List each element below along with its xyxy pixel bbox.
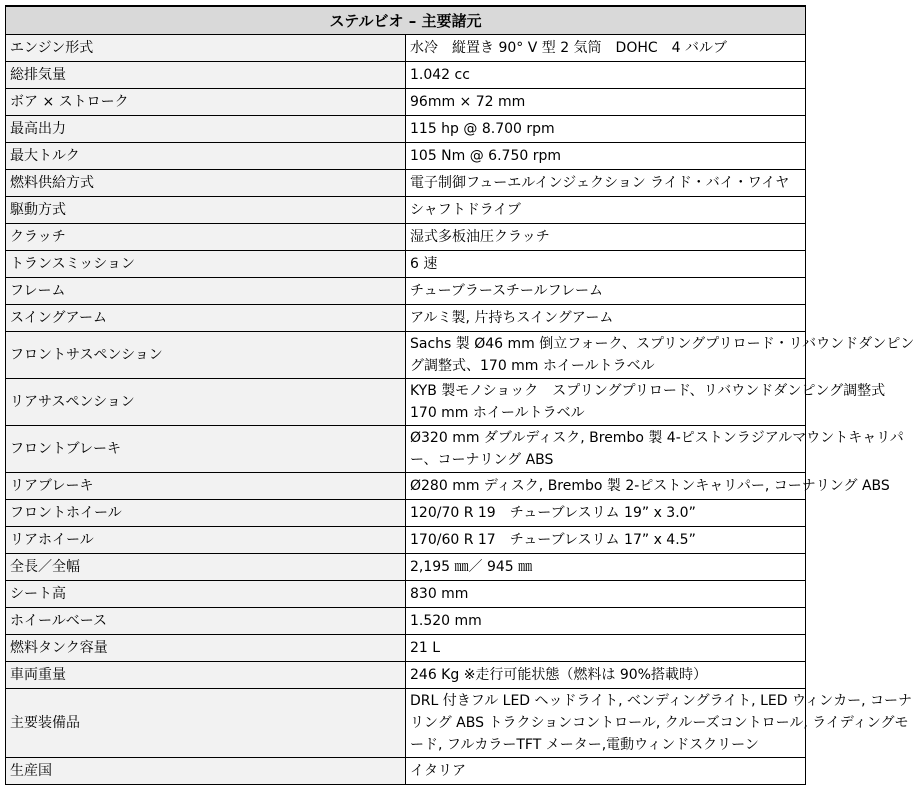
spec-table-body — [6, 6, 914, 785]
spec-row — [6, 305, 806, 332]
spec-value — [406, 527, 806, 554]
spec-value — [406, 332, 914, 379]
spec-label: エンジン形式 — [6, 35, 406, 62]
spec-value-line: チューブラースチールフレーム — [410, 283, 604, 299]
spec-row — [6, 527, 806, 554]
spec-value — [406, 224, 806, 251]
spec-value-line: Ø280 mm ディスク, Brembo 製 2-ピストンキャリパー, コーナリング ABS — [410, 478, 890, 494]
spec-row — [6, 758, 806, 785]
spec-label: リアサスペンション — [6, 379, 406, 426]
spec-row — [6, 116, 806, 143]
spec-row — [6, 473, 806, 500]
spec-label: 最高出力 — [6, 116, 406, 143]
spec-label: 総排気量 — [6, 62, 406, 89]
spec-row — [6, 224, 806, 251]
spec-value-line: 105 Nm @ 6.750 rpm — [410, 148, 561, 164]
spec-value — [406, 635, 806, 662]
spec-row — [6, 608, 806, 635]
spec-label: 最大トルク — [6, 143, 406, 170]
spec-value — [406, 662, 806, 689]
spec-value-line: KYB 製モノショック スプリングプリロード、リバウンドダンピング調整式 — [410, 383, 886, 399]
spec-label: 燃料タンク容量 — [6, 635, 406, 662]
spec-label: 生産国 — [6, 758, 406, 785]
spec-value — [406, 197, 806, 224]
spec-table — [5, 5, 914, 785]
spec-value — [406, 689, 913, 758]
spec-label: 燃料供給方式 — [6, 170, 406, 197]
spec-value-line: 170 mm ホイールトラベル — [410, 405, 585, 421]
spec-value — [406, 35, 806, 62]
spec-value — [406, 143, 806, 170]
spec-value-line: 1.520 mm — [410, 613, 482, 629]
spec-value — [406, 581, 806, 608]
spec-value — [406, 554, 806, 581]
spec-row — [6, 554, 806, 581]
spec-row — [6, 197, 806, 224]
spec-value — [406, 305, 806, 332]
spec-value — [406, 278, 806, 305]
spec-label: フロントサスペンション — [6, 332, 406, 379]
spec-value — [406, 116, 806, 143]
spec-value-line: Ø320 mm ダブルディスク, Brembo 製 4-ピストンラジアルマウントキャリパ — [410, 430, 904, 446]
spec-table-container — [5, 5, 914, 785]
spec-row — [6, 662, 806, 689]
spec-label: トランスミッション — [6, 251, 406, 278]
spec-label: フロントブレーキ — [6, 426, 406, 473]
spec-row — [6, 379, 806, 426]
spec-row — [6, 426, 806, 473]
spec-label: 駆動方式 — [6, 197, 406, 224]
spec-label: 車両重量 — [6, 662, 406, 689]
spec-label: スイングアーム — [6, 305, 406, 332]
spec-row — [6, 500, 806, 527]
spec-value-line: ード, フルカラーTFT メーター,電動ウィンドスクリーン — [410, 737, 759, 753]
spec-value — [406, 758, 806, 785]
spec-label: フロントホイール — [6, 500, 406, 527]
spec-value-line: 水冷 縦置き 90° V 型 2 気筒 DOHC 4 バルブ — [410, 40, 728, 56]
spec-value-line: 電子制御フューエルインジェクション ライド・バイ・ワイヤ — [410, 175, 790, 191]
spec-value-line: 湿式多板油圧クラッチ — [410, 229, 550, 245]
spec-row — [6, 143, 806, 170]
spec-value-line: アルミ製, 片持ちスイングアーム — [410, 310, 614, 326]
spec-value-line: 96mm × 72 mm — [410, 94, 526, 110]
spec-label: 主要装備品 — [6, 689, 406, 758]
spec-value-line: 246 Kg ※走行可能状態（燃料は 90%搭載時） — [410, 667, 707, 683]
spec-row — [6, 689, 806, 758]
spec-value-line: 120/70 R 19 チューブレスリム 19” x 3.0” — [410, 505, 696, 521]
spec-row — [6, 635, 806, 662]
spec-value-line: 115 hp @ 8.700 rpm — [410, 121, 555, 137]
spec-value-line: ー、コーナリング ABS — [410, 452, 554, 468]
spec-label: リアブレーキ — [6, 473, 406, 500]
table-title: ステルビオ – 主要諸元 — [6, 6, 806, 35]
spec-value-line: 1.042 cc — [410, 67, 470, 83]
spec-row — [6, 332, 806, 379]
spec-label: ボア × ストローク — [6, 89, 406, 116]
spec-label: 全長／全幅 — [6, 554, 406, 581]
spec-value-line: 6 速 — [410, 256, 438, 272]
spec-value-line: 21 L — [410, 640, 441, 656]
spec-row — [6, 581, 806, 608]
spec-label: フレーム — [6, 278, 406, 305]
spec-row — [6, 89, 806, 116]
spec-value — [406, 426, 904, 473]
spec-value — [406, 473, 890, 500]
spec-value — [406, 89, 806, 116]
spec-value — [406, 251, 806, 278]
spec-value — [406, 379, 886, 426]
spec-row — [6, 62, 806, 89]
spec-value-line: イタリア — [410, 763, 466, 779]
spec-label: シート高 — [6, 581, 406, 608]
spec-value — [406, 608, 806, 635]
spec-row — [6, 170, 806, 197]
spec-value — [406, 170, 806, 197]
spec-value-line: Sachs 製 Ø46 mm 倒立フォーク、スプリングプリロード・リバウンドダンピン — [410, 336, 914, 352]
spec-row — [6, 278, 806, 305]
spec-label: ホイールベース — [6, 608, 406, 635]
spec-row — [6, 251, 806, 278]
spec-label: クラッチ — [6, 224, 406, 251]
spec-label: リアホイール — [6, 527, 406, 554]
title-row — [6, 6, 806, 35]
spec-value-line: シャフトドライブ — [410, 202, 521, 218]
spec-value-line: 830 mm — [410, 586, 469, 602]
spec-row — [6, 35, 806, 62]
spec-value-line: グ調整式、170 mm ホイールトラベル — [410, 358, 655, 374]
spec-value-line: 2,195 ㎜／ 945 ㎜ — [410, 559, 533, 575]
spec-value — [406, 62, 806, 89]
spec-value-line: リング ABS トラクションコントロール, クルーズコントロール, ライディングモ — [410, 715, 909, 731]
spec-value-line: DRL 付きフル LED ヘッドライト, ベンディングライト, LED ウィンカー, コーナ — [410, 693, 913, 709]
spec-value — [406, 500, 806, 527]
spec-value-line: 170/60 R 17 チューブレスリム 17” x 4.5” — [410, 532, 696, 548]
